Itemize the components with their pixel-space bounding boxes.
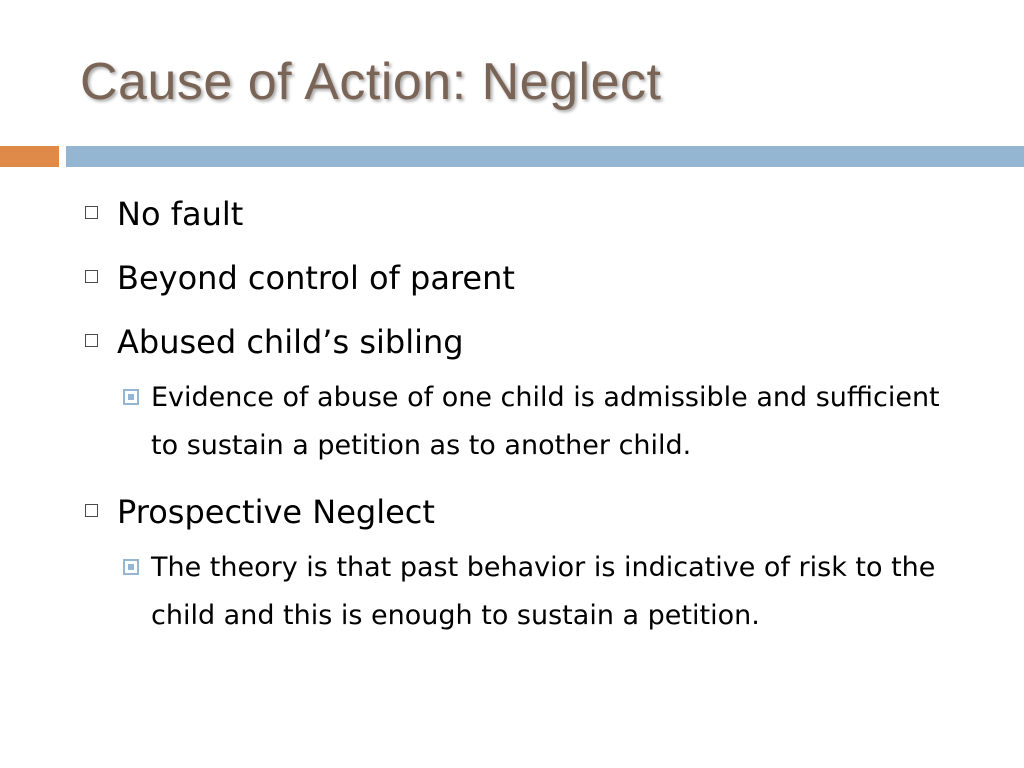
hollow-square-bullet-icon bbox=[85, 334, 98, 347]
title-divider-bar bbox=[66, 146, 1024, 167]
bullet-item bbox=[82, 486, 982, 538]
title-accent-bar bbox=[0, 146, 59, 167]
hollow-square-bullet-icon bbox=[85, 206, 98, 219]
bullet-item bbox=[82, 252, 982, 304]
bullet-item bbox=[82, 316, 982, 368]
bullet-text: Beyond control of parent bbox=[117, 259, 515, 297]
hollow-square-bullet-icon bbox=[85, 270, 98, 283]
bullet-item bbox=[82, 188, 982, 240]
sub-bullet-item bbox=[82, 544, 982, 640]
hollow-square-bullet-icon bbox=[85, 504, 98, 517]
sub-bullet-item bbox=[82, 374, 982, 470]
bullet-text: No fault bbox=[117, 195, 244, 233]
bullet-text: Abused child’s sibling bbox=[117, 323, 464, 361]
sub-bullet-text: Evidence of abuse of one child is admissible and sufficient to sustain a petition as to another child. bbox=[151, 382, 940, 461]
filled-square-bullet-icon bbox=[123, 559, 139, 575]
sub-bullet-text: The theory is that past behavior is indicative of risk to the child and this is enough to sustain a petition. bbox=[151, 552, 936, 631]
bullet-text: Prospective Neglect bbox=[117, 493, 435, 531]
filled-square-bullet-icon bbox=[123, 389, 139, 405]
slide-title: Cause of Action: Neglect bbox=[80, 53, 662, 111]
bullet-list bbox=[82, 188, 982, 656]
